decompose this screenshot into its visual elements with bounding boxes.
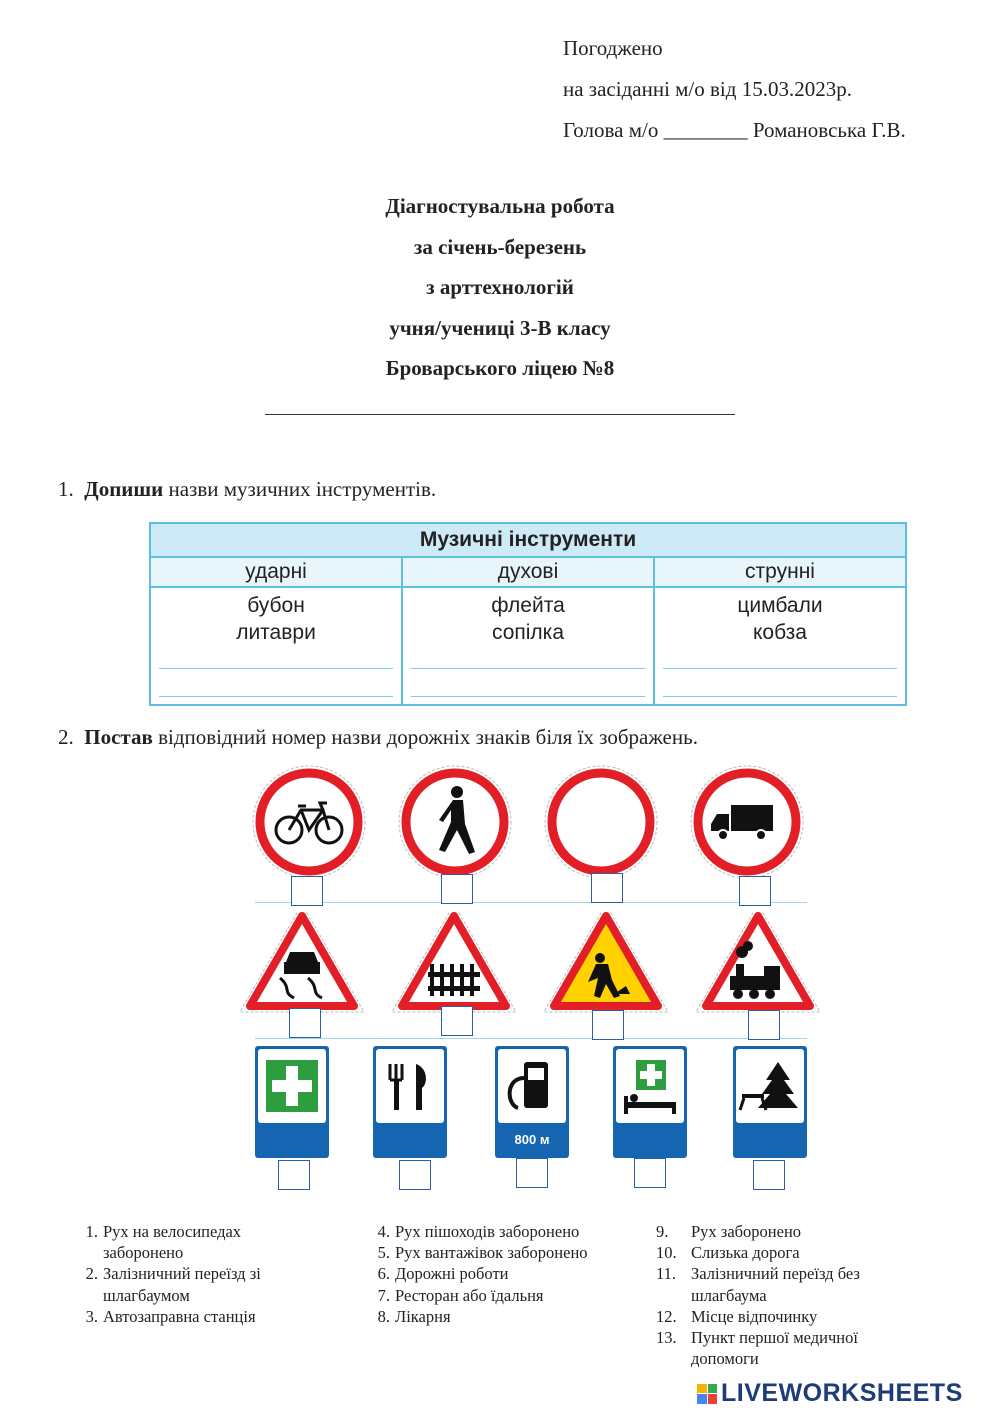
answer-box[interactable] xyxy=(516,1158,548,1188)
task-2-bold: Постав xyxy=(84,725,153,749)
prohibitory-signs-row xyxy=(250,762,810,912)
approval-line-2: на засіданні м/о від 15.03.2023р. xyxy=(563,77,852,101)
legend-item xyxy=(366,1221,636,1242)
instrument-item: бубон xyxy=(247,594,305,617)
restaurant-icon xyxy=(373,1046,447,1158)
legend-number: 2. xyxy=(85,1264,98,1284)
answer-box[interactable] xyxy=(291,876,323,906)
document-title xyxy=(0,186,1000,389)
warning-signs-row xyxy=(240,912,820,1020)
approval-line-3: Голова м/о ________ Романовська Г.В. xyxy=(563,118,906,142)
column-string xyxy=(655,558,905,706)
legend-column-1 xyxy=(74,1221,274,1327)
column-header: ударні xyxy=(151,558,401,588)
fuel-station-icon xyxy=(495,1046,569,1158)
legend-item xyxy=(656,1221,896,1242)
legend-text: Рух вантажівок заборонено xyxy=(395,1243,588,1263)
liveworksheets-logo[interactable] xyxy=(697,1379,963,1408)
legend-number: 8. xyxy=(377,1306,390,1326)
legend-number: 12. xyxy=(656,1306,677,1326)
legend-column-2 xyxy=(366,1221,636,1327)
answer-box[interactable] xyxy=(399,1160,431,1190)
task-1-bold: Допиши xyxy=(84,477,164,501)
instrument-item: цимбали xyxy=(737,594,823,617)
task-2-heading xyxy=(58,725,698,750)
no-entry-blank-icon xyxy=(545,766,657,878)
legend-number: 6. xyxy=(377,1264,390,1284)
instrument-item: флейта xyxy=(491,594,565,617)
legend-item xyxy=(366,1242,636,1263)
logo-text: LIVEWORKSHEETS xyxy=(721,1379,963,1407)
legend-text: Залізничний переїзд зі шлагбаумом xyxy=(103,1264,261,1305)
legend-number: 3. xyxy=(85,1306,98,1326)
answer-box[interactable] xyxy=(748,1010,780,1040)
answer-box[interactable] xyxy=(591,873,623,903)
legend-item xyxy=(656,1306,896,1327)
answer-box[interactable] xyxy=(634,1158,666,1188)
legend-number: 4. xyxy=(377,1222,390,1241)
answer-box[interactable] xyxy=(278,1160,310,1190)
instrument-item: сопілка xyxy=(491,621,565,644)
legend-number: 11. xyxy=(656,1264,677,1284)
column-header: струнні xyxy=(655,558,905,588)
answer-box[interactable] xyxy=(753,1160,785,1190)
legend-item xyxy=(366,1306,636,1327)
answer-line[interactable] xyxy=(159,696,393,697)
legend-number: 5. xyxy=(377,1243,390,1263)
pedestrian-prohibited-icon xyxy=(399,766,511,878)
task-1-heading xyxy=(58,477,436,502)
legend-item xyxy=(74,1306,274,1327)
slippery-road-icon xyxy=(240,912,364,1012)
answer-line[interactable] xyxy=(663,696,897,697)
answer-box[interactable] xyxy=(739,876,771,906)
legend-text: Пункт першої медичної допомоги xyxy=(691,1328,858,1369)
railway-crossing-no-gate-icon xyxy=(696,912,820,1012)
legend-text: Ресторан або їдальня xyxy=(395,1285,544,1305)
student-name-line[interactable] xyxy=(265,414,735,415)
fuel-distance-label: 800 м xyxy=(514,1132,550,1147)
row-separator xyxy=(255,1038,807,1039)
title-line: за січень-березень xyxy=(413,234,587,259)
legend-number: 13. xyxy=(656,1328,677,1348)
legend-item xyxy=(366,1285,636,1306)
instrument-item: кобза xyxy=(753,621,807,644)
legend-text: Лікарня xyxy=(395,1306,451,1326)
legend-text: Слизька дорога xyxy=(691,1243,800,1263)
task-2-number: 2. xyxy=(58,725,74,749)
music-instruments-table xyxy=(149,522,907,706)
legend-text: Залізничний переїзд без шлагбаума xyxy=(691,1264,860,1305)
answer-box[interactable] xyxy=(592,1010,624,1040)
legend-text: Рух на велосипедах заборонено xyxy=(103,1222,242,1263)
legend-item xyxy=(74,1221,274,1263)
legend-item xyxy=(656,1327,896,1369)
title-line: учня/учениці 3-В класу xyxy=(389,315,611,340)
first-aid-icon xyxy=(255,1046,329,1158)
logo-mark-icon xyxy=(697,1384,717,1404)
legend-item xyxy=(656,1242,896,1263)
task-2-text: відповідний номер назви дорожніх знаків біля їх зображень. xyxy=(152,725,698,749)
legend-column-3 xyxy=(656,1221,896,1369)
column-wind xyxy=(403,558,655,706)
title-line: Броварського ліцею №8 xyxy=(385,356,615,380)
task-1-text: назви музичних інструментів. xyxy=(163,477,437,501)
legend-item xyxy=(656,1263,896,1305)
legend-number: 7. xyxy=(377,1285,390,1305)
answer-line[interactable] xyxy=(411,696,645,697)
title-line: з арттехнологій xyxy=(426,275,574,299)
legend-text: Місце відпочинку xyxy=(691,1306,818,1326)
legend-text: Рух заборонено xyxy=(691,1222,802,1241)
answer-line[interactable] xyxy=(159,668,393,669)
service-signs-row xyxy=(250,1044,815,1164)
legend-number: 10. xyxy=(656,1243,677,1263)
title-line: Діагностувальна робота xyxy=(385,194,615,218)
approval-block xyxy=(563,28,906,151)
legend-item xyxy=(366,1263,636,1284)
legend-number: 9. xyxy=(656,1222,669,1241)
legend-number: 1. xyxy=(85,1222,98,1241)
railway-crossing-gate-icon xyxy=(392,912,516,1012)
rest-area-icon xyxy=(733,1046,807,1158)
legend-text: Дорожні роботи xyxy=(395,1264,509,1284)
answer-box[interactable] xyxy=(289,1008,321,1038)
legend-text: Рух пішоходів заборонено xyxy=(395,1222,580,1241)
column-header: духові xyxy=(403,558,653,588)
instrument-item: литаври xyxy=(236,621,316,644)
legend-item xyxy=(74,1263,274,1305)
answer-line[interactable] xyxy=(663,668,897,669)
task-1-number: 1. xyxy=(58,477,74,501)
answer-line[interactable] xyxy=(411,668,645,669)
truck-prohibited-icon xyxy=(691,766,803,878)
hospital-icon xyxy=(613,1046,687,1158)
table-header: Музичні інструменти xyxy=(151,524,905,558)
approval-line-1: Погоджено xyxy=(563,36,663,60)
column-percussion xyxy=(151,558,403,706)
answer-box[interactable] xyxy=(441,874,473,904)
row-separator xyxy=(255,902,807,903)
legend-text: Автозаправна станція xyxy=(103,1306,256,1326)
road-works-icon xyxy=(544,912,668,1012)
bicycle-prohibited-icon xyxy=(253,766,365,878)
answer-box[interactable] xyxy=(441,1006,473,1036)
